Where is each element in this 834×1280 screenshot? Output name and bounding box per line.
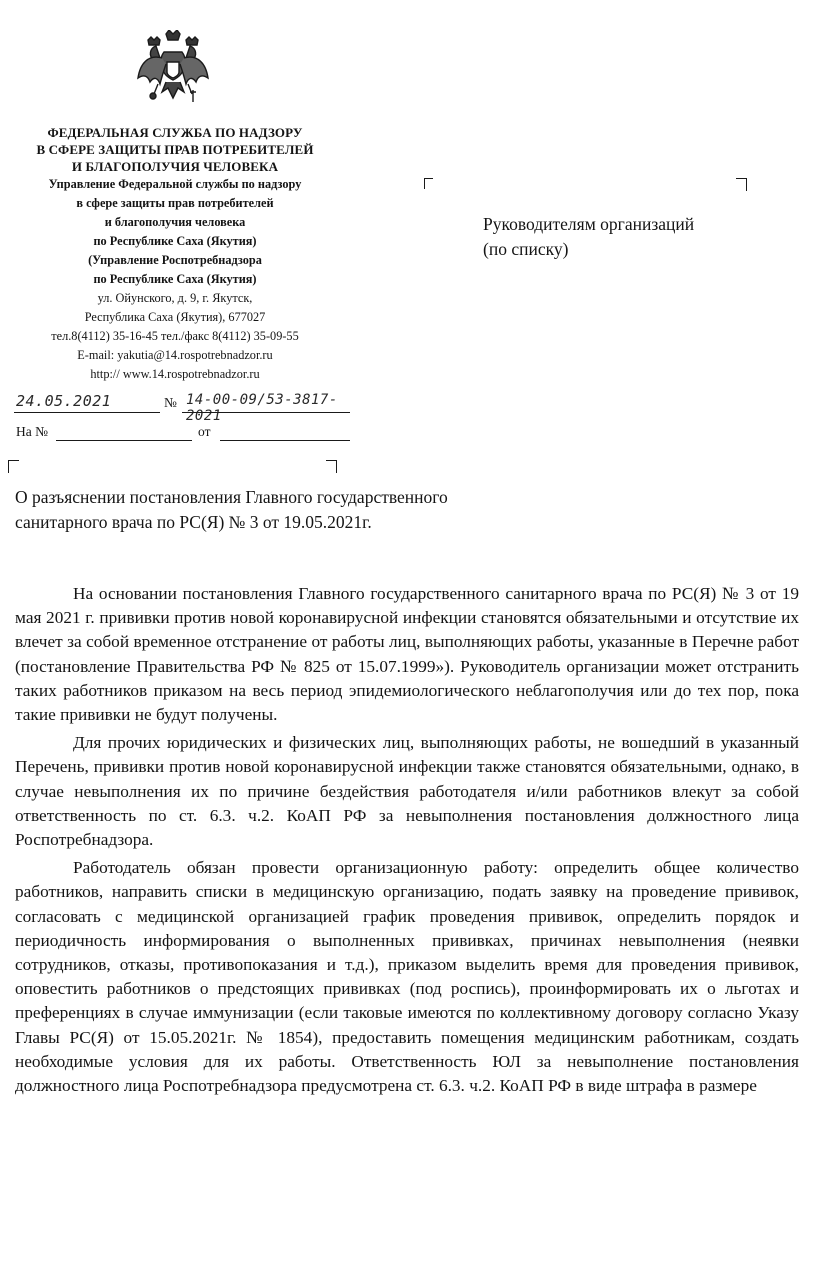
department-line: по Республике Саха (Якутия) xyxy=(93,234,257,248)
department-line: в сфере защиты прав потребителей xyxy=(76,196,274,210)
number-sign: № xyxy=(164,395,177,410)
phone-line: тел.8(4112) 35-16-45 тел./факс 8(4112) 35-09-55 xyxy=(51,329,299,343)
subject-line: санитарного врача по РС(Я) № 3 от 19.05.2021г. xyxy=(15,512,372,532)
sender-block xyxy=(0,124,350,384)
addressee-line: (по списку) xyxy=(483,239,569,259)
handwritten-number: 14-00-09/53-3817-2021 xyxy=(186,392,338,424)
department-line: и благополучия человека xyxy=(104,215,246,229)
body-paragraph: Для прочих юридических и физических лиц, выполняющих работы, не вошедший в указанный Перечень, прививки против новой коронавирусной инфекции также становятся обязательными, однако, в случае невыполнения их по причине бездействия работодателя и/или работников влекут за собой ответственность по ст. 6.3. ч.2. КоАП РФ за невыполнения постановления должностного лица Роспотребнадзора. xyxy=(15,733,799,850)
subject-line: О разъяснении постановления Главного государственного xyxy=(15,487,448,507)
coat-of-arms-icon xyxy=(136,30,210,116)
registration-block xyxy=(14,392,354,452)
address-bracket-right xyxy=(736,178,747,191)
address-line: Республика Саха (Якутия), 677027 xyxy=(84,310,266,324)
body-paragraph: На основании постановления Главного государственного санитарного врача по РС(Я) № 3 от 19 мая 2021 г. прививки против новой коронавирусной инфекции становятся обязательными и отсутствие их влечет за собой временное отстранение от работы лиц, выполняющих работы, указанные в Перечне работ (постановление Правительства РФ № 825 от 15.07.1999»). Руководитель организации может отстранить таких работников приказом на весь период эпидемиологического неблагополучия или до тех пор, пока такие прививки не будут получены. xyxy=(15,584,799,725)
agency-name-line: И БЛАГОПОЛУЧИЯ ЧЕЛОВЕКА xyxy=(71,159,279,174)
reply-date-label: от xyxy=(198,424,211,439)
addressee-block xyxy=(483,212,694,262)
letter-subject xyxy=(15,485,575,535)
reply-number-label: На № xyxy=(16,424,48,439)
subject-bracket-right xyxy=(326,460,337,473)
address-line: ул. Ойунского, д. 9, г. Якутск, xyxy=(97,291,253,305)
department-line: по Республике Саха (Якутия) xyxy=(93,272,257,286)
department-line: (Управление Роспотребнадзора xyxy=(88,253,262,267)
website-line: http:// www.14.rospotrebnadzor.ru xyxy=(90,367,260,381)
letter-body xyxy=(15,582,799,1102)
subject-bracket-left xyxy=(8,460,19,473)
email-line: E-mail: yakutia@14.rospotrebnadzor.ru xyxy=(77,348,273,362)
address-bracket-left xyxy=(424,178,433,189)
handwritten-date: 24.05.2021 xyxy=(16,392,112,410)
addressee-line: Руководителям организаций xyxy=(483,214,695,234)
agency-name-line: В СФЕРЕ ЗАЩИТЫ ПРАВ ПОТРЕБИТЕЛЕЙ xyxy=(36,142,314,157)
department-line: Управление Федеральной службы по надзору xyxy=(48,177,302,191)
body-paragraph: Работодатель обязан провести организационную работу: определить общее количество работников, направить списки в медицинскую организацию, подать заявку на проведение прививок, согласовать с медицинской организацией график проведения прививок, определить порядок и периодичность информирования о выполненных прививках, причинах невыполнения (неявки сотрудников, отказы, противопоказания и т.д.), приказом выделить время для проведения прививок, оповестить работников о предстоящих прививках (под роспись), проинформировать их о льготах и преференциях в случае иммунизации (если таковые имеются по коллективному договору согласно Указу Главы РС(Я) от 15.05.2021г. № 1854), предоставить помещения медицинским работникам, создать необходимые условия для их работы. Ответственность ЮЛ за невыполнение постановления должностного лица Роспотребнадзора предусмотрена ст. 6.3. ч.2. КоАП РФ в виде штрафа в размере xyxy=(15,858,799,1096)
agency-name-line: ФЕДЕРАЛЬНАЯ СЛУЖБА ПО НАДЗОРУ xyxy=(47,125,303,140)
